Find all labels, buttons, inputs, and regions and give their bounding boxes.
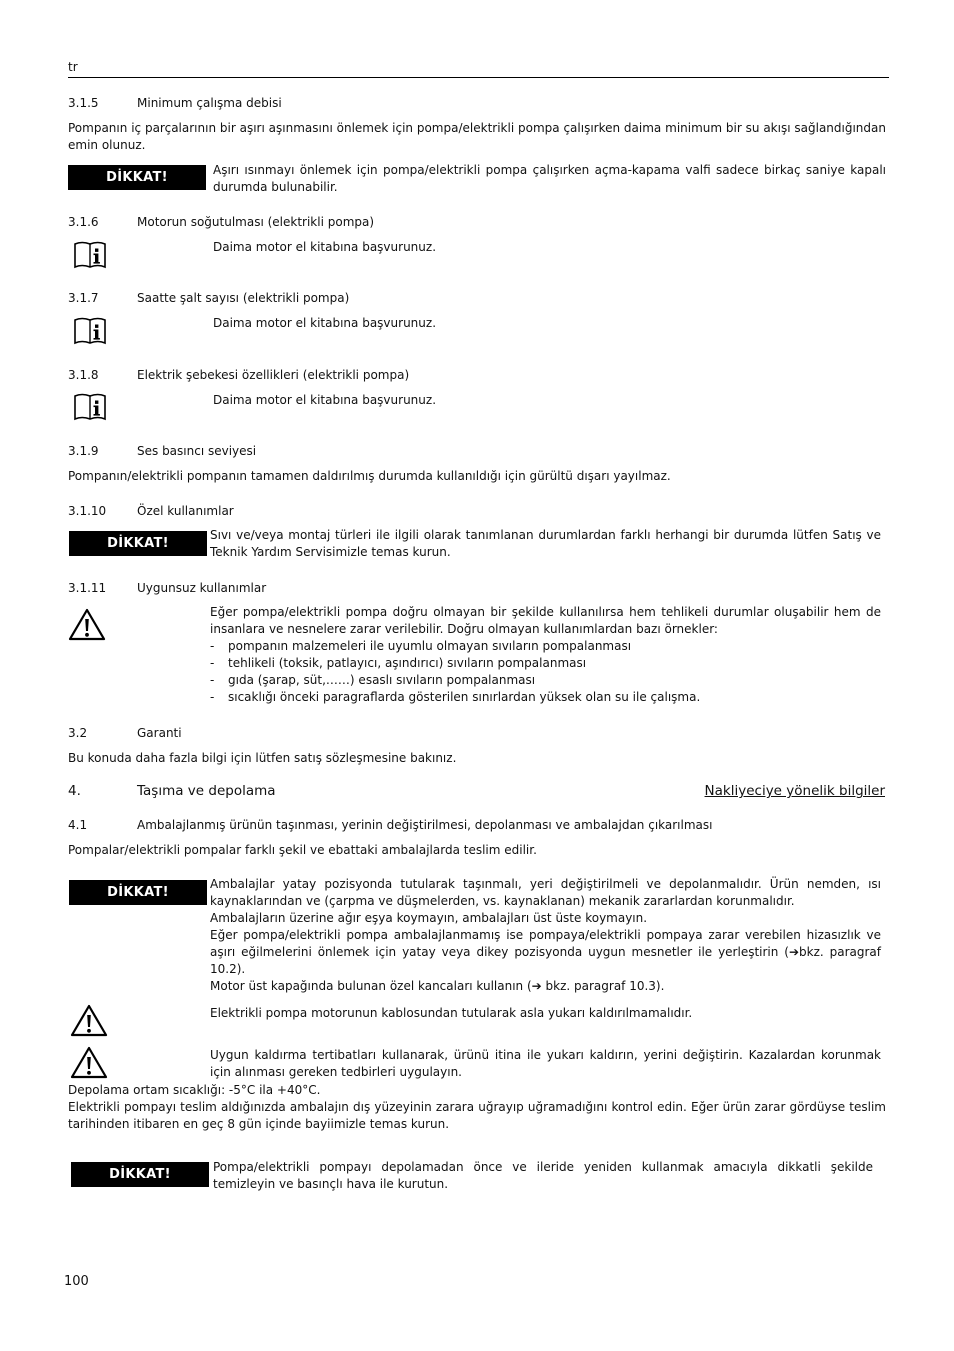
header-divider bbox=[68, 77, 889, 78]
chapter-title: Taşıma ve depolama bbox=[137, 783, 276, 799]
section-title: Ambalajlanmış ürünün taşınması, yerinin değiştirilmesi, depolanması ve ambalajdan çıkarılması bbox=[137, 818, 713, 832]
section-number: 3.1.10 bbox=[68, 504, 107, 518]
section-3-1-5-text: Pompanın iç parçalarının bir aşırı aşınmasını önlemek için pompa/elektrikli pompa çalışırken daima minimum bir su akışı sağlandığından emin olunuz. bbox=[68, 121, 886, 152]
warning-icon bbox=[70, 1046, 108, 1079]
manual-info-icon bbox=[73, 240, 107, 270]
transport-caution-block bbox=[210, 876, 881, 995]
section-3-1-6-heading bbox=[0, 214, 900, 231]
caution-label: DİKKAT! bbox=[69, 531, 207, 556]
list-item: - pompanın malzemeleri ile uyumlu olmayan sıvıların pompalanması bbox=[210, 638, 881, 655]
section-title: Saatte şalt sayısı (elektrikli pompa) bbox=[137, 291, 350, 305]
section-4-1-intro: Pompalar/elektrikli pompalar farklı şekil ve ebattaki ambalajlarda teslim edilir. bbox=[68, 843, 537, 857]
section-4-1-heading bbox=[0, 817, 900, 834]
section-number: 3.1.6 bbox=[68, 215, 99, 229]
caution-label: DİKKAT! bbox=[71, 1162, 209, 1187]
caution-label: DİKKAT! bbox=[69, 880, 207, 905]
section-3-1-8-text: Daima motor el kitabına başvurunuz. bbox=[213, 393, 437, 407]
manual-info-icon bbox=[73, 392, 107, 422]
list-item: - tehlikeli (toksik, patlayıcı, aşındırıcı) sıvıların pompalanması bbox=[210, 655, 881, 672]
section-title: Ses basıncı seviyesi bbox=[137, 444, 257, 458]
section-3-2-text: Bu konuda daha fazla bilgi için lütfen satış sözleşmesine bakınız. bbox=[68, 751, 457, 765]
section-3-2-heading bbox=[0, 725, 900, 742]
cable-warning: Elektrikli pompa motorunun kablosundan tutularak asla yukarı kaldırılmamalıdır. bbox=[210, 1006, 693, 1020]
section-title: Özel kullanımlar bbox=[137, 504, 234, 518]
caution-line: Ambalajların üzerine ağır eşya koymayın, ambalajları üst üste koymayın. bbox=[210, 911, 648, 925]
section-title: Motorun soğutulması (elektrikli pompa) bbox=[137, 215, 375, 229]
section-title: Garanti bbox=[137, 726, 182, 740]
caution-note: Aşırı ısınmayı önlemek için pompa/elektrikli pompa çalışırken açma-kapama valfi sadece birkaç saniye kapalı durumda bulunabilir. bbox=[213, 163, 886, 194]
section-number: 3.1.8 bbox=[68, 368, 99, 382]
caution-note: Sıvı ve/veya montaj türleri ile ilgili olarak tanımlanan durumlardan farklı herhangi bir durumda lütfen Satış ve Teknik Yardım Servisimizle temas kurun. bbox=[210, 528, 881, 559]
section-number: 3.1.5 bbox=[68, 96, 99, 110]
section-number: 3.1.7 bbox=[68, 291, 99, 305]
section-title: Elektrik şebekesi özellikleri (elektrikli pompa) bbox=[137, 368, 410, 382]
section-number: 4.1 bbox=[68, 818, 88, 832]
caution-line: Motor üst kapağında bulunan özel kancaları kullanın (➔ bkz. paragraf 10.3). bbox=[210, 979, 665, 993]
section-3-1-9-heading bbox=[0, 443, 900, 460]
improper-use-list bbox=[210, 638, 881, 706]
section-3-1-7-text: Daima motor el kitabına başvurunuz. bbox=[213, 316, 437, 330]
section-3-1-6-text: Daima motor el kitabına başvurunuz. bbox=[213, 240, 437, 254]
list-item: - sıcaklığı önceki paragraflarda gösterilen sınırlardan yüksek olan su ile çalışma. bbox=[210, 689, 881, 706]
section-title: Minimum çalışma debisi bbox=[137, 96, 282, 110]
section-3-1-7-heading bbox=[0, 290, 900, 307]
improper-use-block bbox=[210, 604, 881, 706]
section-number: 3.1.9 bbox=[68, 444, 99, 458]
lifting-warning: Uygun kaldırma tertibatları kullanarak, ürünü itina ile yukarı kaldırın, yerini değiştirin. Kazalardan korunmak için alınması gereken tedbirleri uygulayın. bbox=[210, 1048, 881, 1079]
storage-temperature: Depolama ortam sıcaklığı: -5°C ila +40°C. bbox=[68, 1083, 321, 1097]
improper-use-intro: Eğer pompa/elektrikli pompa doğru olmayan bir şekilde kullanılırsa hem tehlikeli durumlar oluşabilir hem de insanlara ve nesnelere zarar verilebilir. Doğru olmayan kullanımlardan bazı örnekler: bbox=[210, 605, 881, 636]
section-3-1-11-heading bbox=[0, 580, 900, 597]
section-3-1-8-heading bbox=[0, 367, 900, 384]
warning-icon bbox=[68, 608, 106, 641]
chapter-number: 4. bbox=[68, 783, 81, 799]
caution-line: Eğer pompa/elektrikli pompa ambalajlanmamış ise pompaya/elektrikli pompaya zarar verebilen hizasızlık ve aşırı eğilmelerini önlemek için yatay veya dikey pozisyonda uygun mesnetler ile yerleştirin (➔bkz. paragraf 10.2). bbox=[210, 928, 881, 976]
warning-icon bbox=[70, 1004, 108, 1037]
section-number: 3.1.11 bbox=[68, 581, 107, 595]
page-number: 100 bbox=[64, 1274, 89, 1289]
caution-label: DİKKAT! bbox=[68, 165, 206, 190]
section-3-1-10-heading bbox=[0, 503, 900, 520]
delivery-check-text: Elektrikli pompayı teslim aldığınızda ambalajın dış yüzeyinin zarara uğrayıp uğramadığını kontrol edin. Eğer ürün zarar gördüyse teslim tarihinden itibaren en geç 8 gün içinde bayiimizle temas kurun. bbox=[68, 1100, 886, 1131]
section-number: 3.2 bbox=[68, 726, 88, 740]
section-title: Uygunsuz kullanımlar bbox=[137, 581, 267, 595]
section-3-1-5-heading bbox=[0, 95, 900, 112]
audience-note: Nakliyeciye yönelik bilgiler bbox=[704, 783, 885, 799]
section-3-1-9-text: Pompanın/elektrikli pompanın tamamen daldırılmış durumda kullanıldığı için gürültü dışarı yayılmaz. bbox=[68, 469, 671, 483]
list-item: - gıda (şarap, süt,……) esaslı sıvıların pompalanması bbox=[210, 672, 881, 689]
caution-note: Pompa/elektrikli pompayı depolamadan önce ve ileride yeniden kullanmak amacıyla dikkatli şekilde temizleyin ve basınçlı hava ile kurutun. bbox=[213, 1160, 873, 1191]
caution-line: Ambalajlar yatay pozisyonda tutularak taşınmalı, yeri değiştirilmeli ve depolanmalıdır. Ürün nemden, ısı kaynaklarından ve (çarpma ve düşmelerden, vs. kaynaklanan) mekanik zararlardan korunmalıdır. bbox=[210, 877, 881, 908]
language-code: tr bbox=[68, 60, 78, 74]
manual-info-icon bbox=[73, 316, 107, 346]
